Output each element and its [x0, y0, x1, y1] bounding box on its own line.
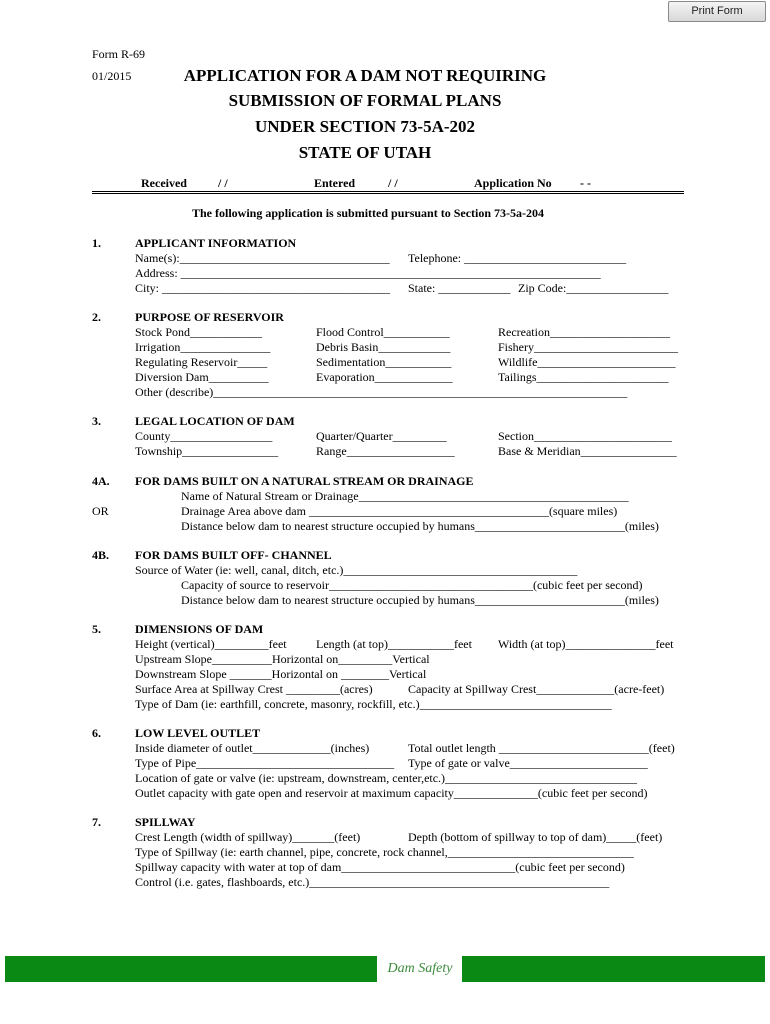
- type-of-gate-field[interactable]: Type of gate or valve_______________________: [408, 756, 648, 770]
- fishery-field[interactable]: Fishery________________________: [498, 340, 678, 354]
- type-of-spillway-field[interactable]: Type of Spillway (ie: earth channel, pipe, concrete, rock channel,_______________________________: [135, 845, 634, 859]
- zip-field[interactable]: Zip Code:_________________: [518, 281, 669, 295]
- section-2-number: 2.: [92, 310, 101, 324]
- header-rule-top: [92, 191, 684, 192]
- base-meridian-field[interactable]: Base & Meridian________________: [498, 444, 677, 458]
- debris-basin-field[interactable]: Debris Basin____________: [316, 340, 451, 354]
- entered-label: Entered: [314, 176, 356, 190]
- outlet-diameter-field[interactable]: Inside diameter of outlet_____________(inches): [135, 741, 370, 755]
- quarter-quarter-field[interactable]: Quarter/Quarter_________: [316, 429, 447, 443]
- upstream-slope-field[interactable]: Upstream Slope__________Horizontal on_________Vertical: [135, 652, 430, 666]
- section-1-heading: APPLICANT INFORMATION: [135, 236, 297, 250]
- entered-date-field[interactable]: / /: [388, 176, 398, 190]
- section-4b-heading: FOR DAMS BUILT OFF- CHANNEL: [135, 548, 332, 562]
- tailings-field[interactable]: Tailings______________________: [498, 370, 669, 384]
- sedimentation-field[interactable]: Sedimentation___________: [316, 355, 452, 369]
- application-no-label: Application No: [474, 176, 552, 190]
- length-field[interactable]: Length (at top)___________feet: [316, 637, 472, 651]
- range-field[interactable]: Range__________________: [316, 444, 455, 458]
- section-4a-number: 4A.: [92, 474, 110, 488]
- total-outlet-length-field[interactable]: Total outlet length _________________________(feet): [408, 741, 675, 755]
- outlet-capacity-field[interactable]: Outlet capacity with gate open and reservoir at maximum capacity______________(cubic feet per second): [135, 786, 648, 800]
- section-6-number: 6.: [92, 726, 101, 740]
- width-field[interactable]: Width (at top)_______________feet: [498, 637, 674, 651]
- section-3-heading: LEGAL LOCATION OF DAM: [135, 414, 295, 428]
- form-date: 01/2015: [92, 69, 132, 83]
- city-field[interactable]: City: ______________________________________: [135, 281, 391, 295]
- flood-control-field[interactable]: Flood Control___________: [316, 325, 450, 339]
- application-no-field[interactable]: - -: [580, 176, 591, 190]
- received-date-field[interactable]: / /: [218, 176, 228, 190]
- type-of-pipe-field[interactable]: Type of Pipe_________________________________: [135, 756, 395, 770]
- other-describe-field[interactable]: Other (describe)_____________________________________________________________________: [135, 385, 628, 399]
- evaporation-field[interactable]: Evaporation_____________: [316, 370, 453, 384]
- section-1-number: 1.: [92, 236, 101, 250]
- capacity-of-source-field[interactable]: Capacity of source to reservoir__________________________________(cubic feet per second): [181, 578, 643, 592]
- print-form-button[interactable]: Print Form: [668, 1, 766, 22]
- control-field[interactable]: Control (i.e. gates, flashboards, etc.)__________________________________________________: [135, 875, 610, 889]
- height-field[interactable]: Height (vertical)_________feet: [135, 637, 287, 651]
- section-field[interactable]: Section_______________________: [498, 429, 672, 443]
- section-5-heading: DIMENSIONS OF DAM: [135, 622, 264, 636]
- title-line-2: SUBMISSION OF FORMAL PLANS: [228, 91, 502, 110]
- irrigation-field[interactable]: Irrigation_______________: [135, 340, 271, 354]
- diversion-dam-field[interactable]: Diversion Dam__________: [135, 370, 269, 384]
- regulating-reservoir-field[interactable]: Regulating Reservoir_____: [135, 355, 268, 369]
- title-line-3: UNDER SECTION 73-5A-202: [254, 117, 476, 136]
- section-6-heading: LOW LEVEL OUTLET: [135, 726, 261, 740]
- section-4a-heading: FOR DAMS BUILT ON A NATURAL STREAM OR DRAINAGE: [135, 474, 474, 488]
- recreation-field[interactable]: Recreation____________________: [498, 325, 670, 339]
- footer-bar-left: [5, 956, 377, 982]
- section-4b-number: 4B.: [92, 548, 110, 562]
- names-field[interactable]: Name(s):___________________________________: [135, 251, 390, 265]
- or-label: OR: [92, 504, 109, 518]
- state-field[interactable]: State: ____________: [408, 281, 511, 295]
- section-3-number: 3.: [92, 414, 101, 428]
- downstream-slope-field[interactable]: Downstream Slope _______Horizontal on ________Vertical: [135, 667, 427, 681]
- title-line-1: APPLICATION FOR A DAM NOT REQUIRING: [183, 66, 547, 85]
- drainage-area-field[interactable]: Drainage Area above dam ________________________________________(square miles): [181, 504, 618, 518]
- spillway-depth-field[interactable]: Depth (bottom of spillway to top of dam)_____(feet): [408, 830, 663, 844]
- distance-below-dam-4b-field[interactable]: Distance below dam to nearest structure occupied by humans_________________________(miles): [181, 593, 659, 607]
- section-7-heading: SPILLWAY: [135, 815, 196, 829]
- surface-area-field[interactable]: Surface Area at Spillway Crest _________(acres): [135, 682, 373, 696]
- crest-length-field[interactable]: Crest Length (width of spillway)_______(feet): [135, 830, 361, 844]
- stock-pond-field[interactable]: Stock Pond____________: [135, 325, 263, 339]
- form-number: Form R-69: [92, 47, 146, 61]
- distance-below-dam-4a-field[interactable]: Distance below dam to nearest structure occupied by humans_________________________(miles): [181, 519, 659, 533]
- township-field[interactable]: Township________________: [135, 444, 279, 458]
- spillway-capacity-field[interactable]: Spillway capacity with water at top of dam_____________________________(cubic feet per second): [135, 860, 625, 874]
- capacity-spillway-crest-field[interactable]: Capacity at Spillway Crest_____________(acre-feet): [408, 682, 665, 696]
- footer-label: Dam Safety: [387, 961, 453, 976]
- footer-bar-right: [462, 956, 765, 982]
- type-of-dam-field[interactable]: Type of Dam (ie: earthfill, concrete, masonry, rockfill, etc.)________________________________: [135, 697, 612, 711]
- received-label: Received: [141, 176, 187, 190]
- county-field[interactable]: County_________________: [135, 429, 273, 443]
- header-rule-bottom: [92, 193, 684, 194]
- section-5-number: 5.: [92, 622, 101, 636]
- address-field[interactable]: Address: ______________________________________________________________________: [135, 266, 601, 280]
- wildlife-field[interactable]: Wildlife_______________________: [498, 355, 676, 369]
- intro-text: The following application is submitted pursuant to Section 73-5a-204: [192, 206, 545, 220]
- section-7-number: 7.: [92, 815, 101, 829]
- natural-stream-field[interactable]: Name of Natural Stream or Drainage_____________________________________________: [181, 489, 629, 503]
- title-line-4: STATE OF UTAH: [298, 143, 432, 162]
- section-2-heading: PURPOSE OF RESERVOIR: [135, 310, 284, 324]
- source-of-water-field[interactable]: Source of Water (ie: well, canal, ditch, etc.)_______________________________________: [135, 563, 578, 577]
- telephone-field[interactable]: Telephone: ___________________________: [408, 251, 627, 265]
- gate-location-field[interactable]: Location of gate or valve (ie: upstream, downstream, center,etc.)________________________________: [135, 771, 638, 785]
